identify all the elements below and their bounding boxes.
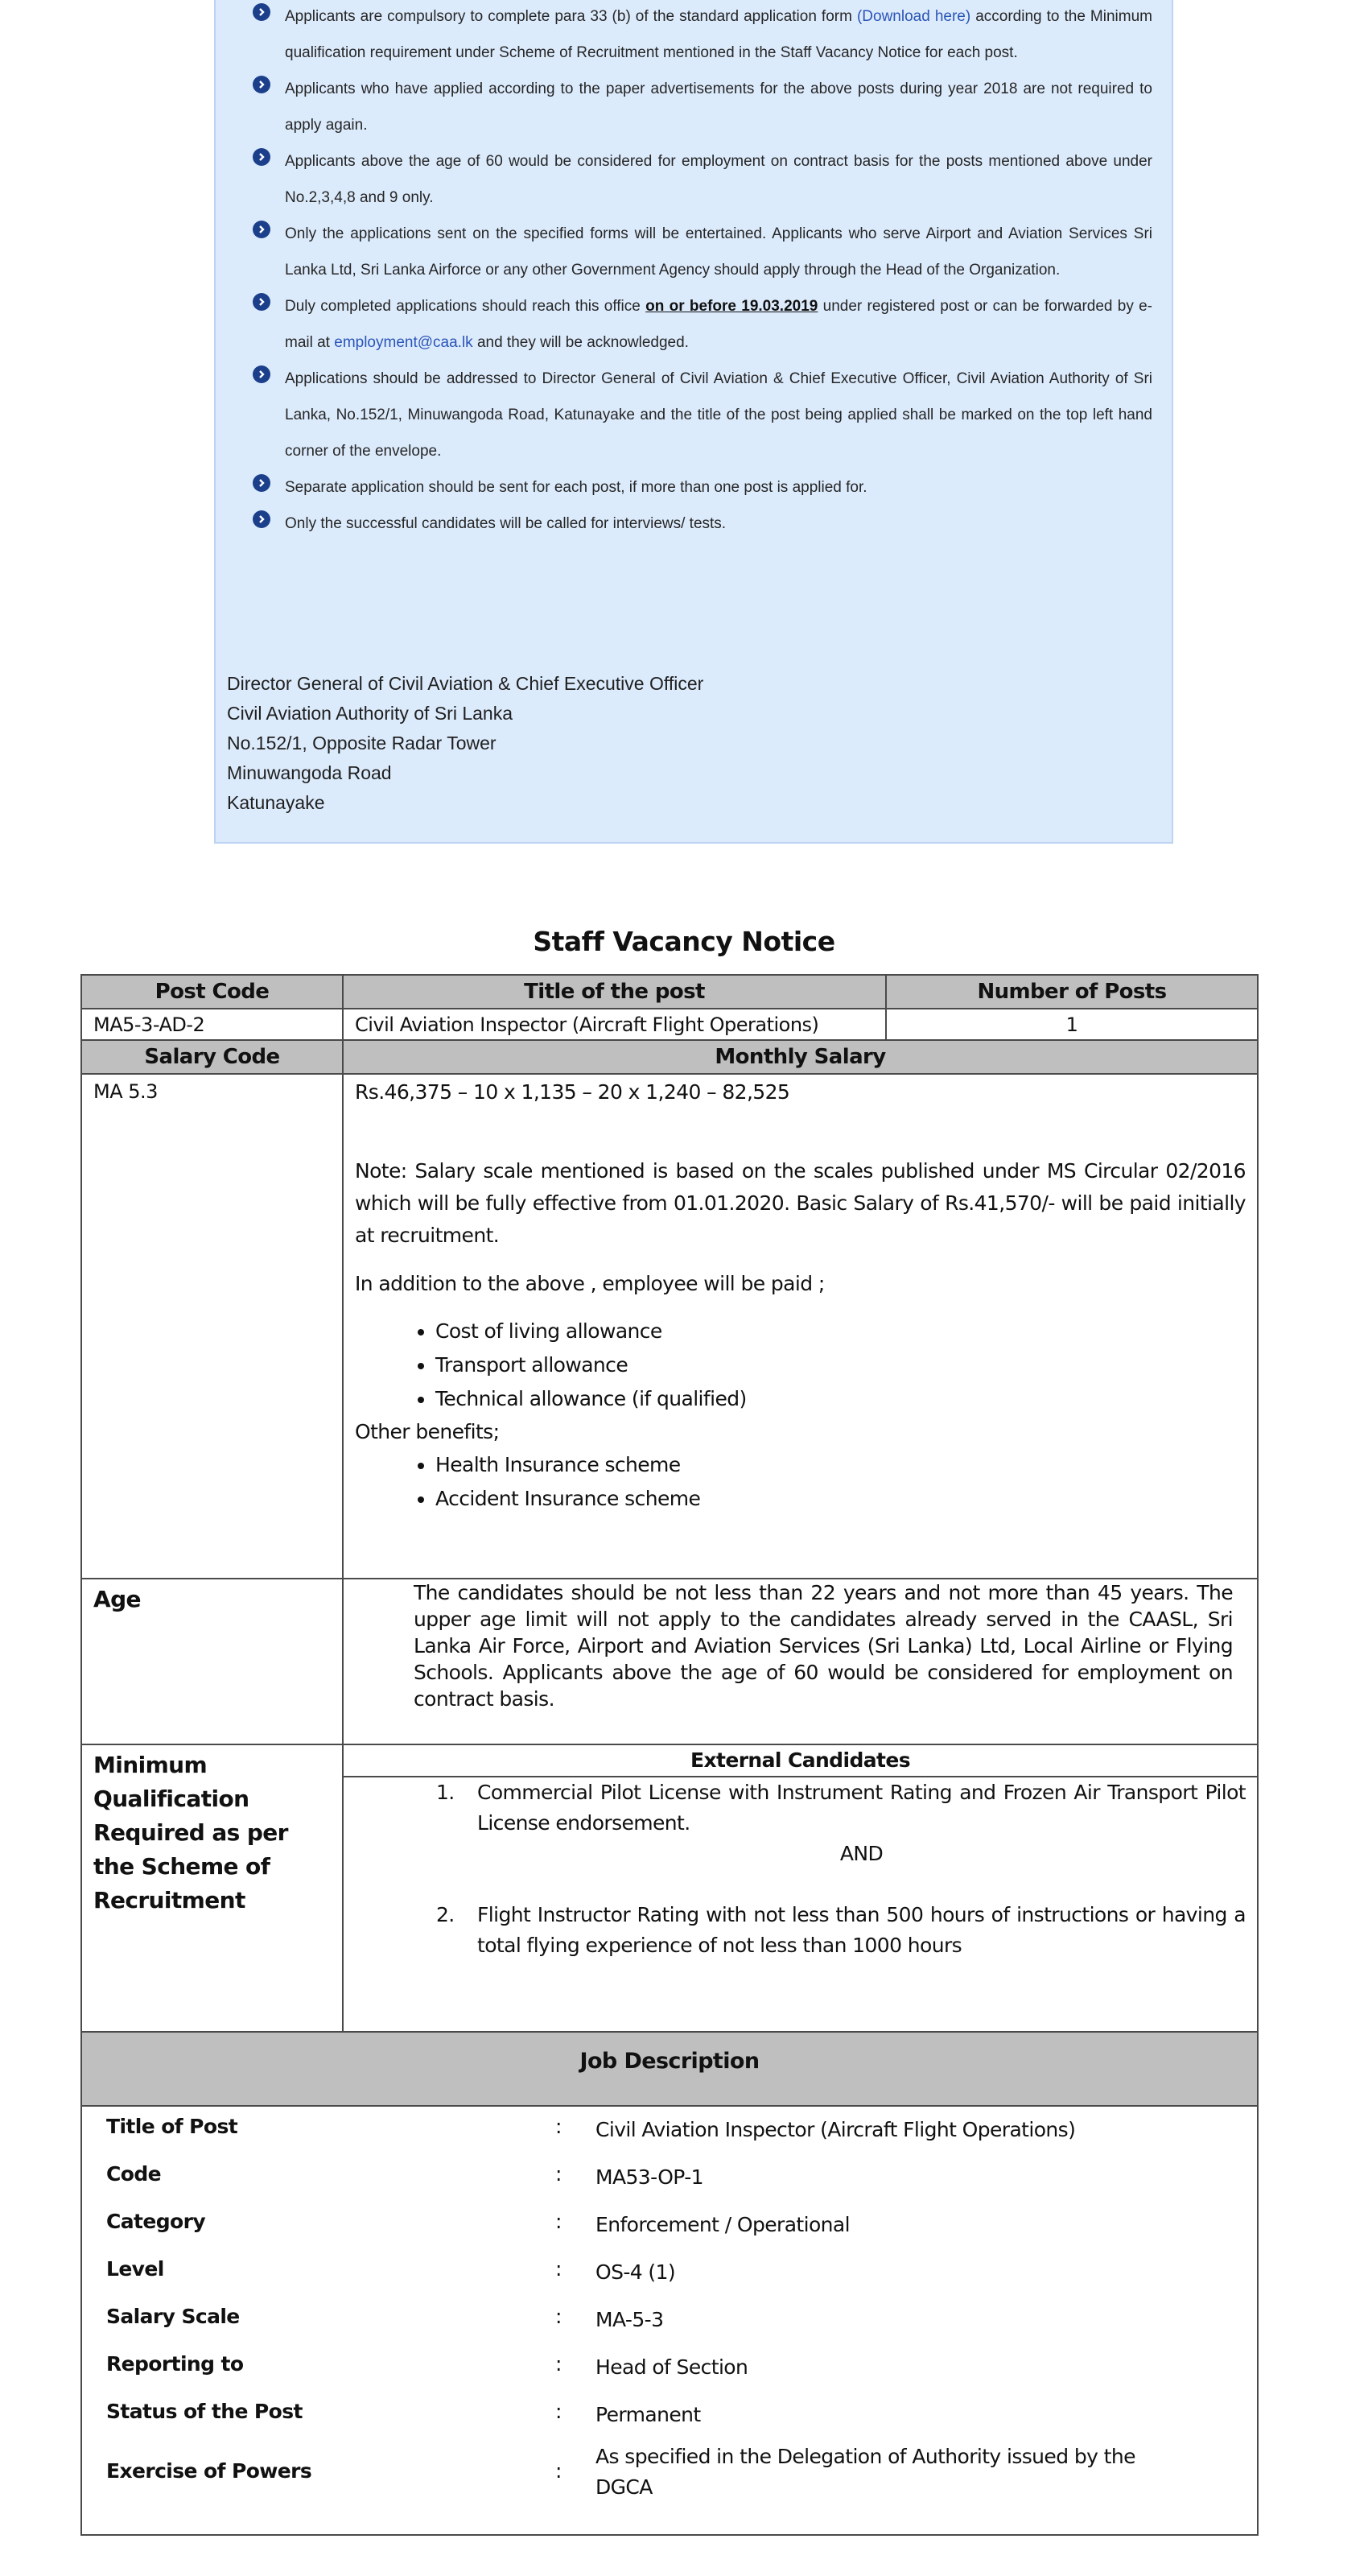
salary-code-value: MA 5.3: [82, 1075, 344, 1578]
qualification-list: [344, 1777, 1246, 1961]
job-detail-colon: :: [555, 2115, 562, 2138]
external-candidates-header: External Candidates: [344, 1745, 1257, 1777]
chevron-circle-right-icon: [253, 76, 270, 93]
instruction-item: [253, 361, 1152, 469]
instruction-text: Applications should be addressed to Director General of Civil Aviation & Chief Executive Officer, Civil Aviation Authority of Sri Lanka, No.152/1, Minuwangoda Road, Katunayake and the title of the post being applied shall be marked on the top left hand corner of the envelope.: [285, 370, 1152, 460]
allowance-item: • Transport allowance: [435, 1348, 1246, 1382]
job-detail-colon: :: [555, 2210, 562, 2233]
instruction-item: [253, 0, 1152, 71]
instruction-text: and they will be acknowledged.: [472, 334, 689, 351]
table-row: [80, 1579, 1259, 1745]
header-post-code: Post Code: [82, 976, 344, 1008]
chevron-circle-right-icon: [253, 365, 270, 383]
job-detail-value: As specified in the Delegation of Authority issued by the DGCA: [595, 2445, 1135, 2499]
job-detail-value: Enforcement / Operational: [595, 2213, 850, 2236]
download-form-link[interactable]: (Download here): [856, 8, 971, 25]
instruction-item: [253, 469, 1152, 506]
chevron-circle-right-icon: [253, 3, 270, 21]
job-detail-colon: :: [555, 2257, 562, 2281]
benefit-item: • Health Insurance scheme: [435, 1448, 1246, 1482]
job-detail-label: Code: [106, 2162, 161, 2186]
instruction-text: Only the successful candidates will be called for interviews/ tests.: [285, 515, 727, 532]
table-header-row: [80, 974, 1259, 1009]
instruction-item: [253, 143, 1152, 216]
job-detail-colon: :: [555, 2162, 562, 2186]
post-title-value: Civil Aviation Inspector (Aircraft Flight Operations): [344, 1009, 887, 1039]
qualification-text: Flight Instructor Rating with not less than 500 hours of instructions or having a total flying experience of not less than 1000 hours: [477, 1903, 1246, 1957]
other-benefits-label: Other benefits;: [355, 1420, 500, 1443]
job-detail-value: Permanent: [595, 2403, 701, 2426]
instruction-text: Separate application should be sent for each post, if more than one post is applied for.: [285, 479, 867, 496]
qualification-connector: AND: [839, 1842, 884, 1865]
address-line: Civil Aviation Authority of Sri Lanka: [227, 703, 513, 724]
job-detail-label: Reporting to: [106, 2352, 244, 2376]
qualification-number: 2.: [436, 1903, 455, 1926]
table-row: [80, 1745, 1259, 2033]
instruction-item: [253, 288, 1152, 361]
job-detail-label: Exercise of Powers: [106, 2459, 312, 2483]
job-detail-label: Category: [106, 2210, 206, 2233]
page-title: Staff Vacancy Notice: [533, 926, 835, 957]
job-detail-label: Salary Scale: [106, 2305, 240, 2328]
age-requirement-text: The candidates should be not less than 22 years and not more than 45 years. The upper age limit will not apply to the candidates already served in the CAASL, Sri Lanka Air Force, Airport and Aviation Services (Sri Lanka) Ltd, Local Airline or Flying Schools. Applicants above the age of 60 would be considered for employment on contract basis.: [414, 1581, 1233, 1711]
instruction-item: [253, 71, 1152, 143]
job-detail-colon: :: [555, 2459, 562, 2483]
benefit-item: • Accident Insurance scheme: [435, 1482, 1246, 1516]
table-row: [80, 1075, 1259, 1579]
chevron-circle-right-icon: [253, 293, 270, 311]
monthly-salary-details: [344, 1075, 1257, 1578]
header-title-of-post: Title of the post: [344, 976, 887, 1008]
job-detail-label: Level: [106, 2257, 164, 2281]
job-detail-value: Civil Aviation Inspector (Aircraft Flight Operations): [595, 2118, 1076, 2141]
job-detail-label: Status of the Post: [106, 2400, 303, 2423]
instruction-text: under registered post or can be forwarded by e-mail at: [285, 298, 1152, 351]
chevron-circle-right-icon: [253, 221, 270, 238]
age-label: Age: [82, 1579, 344, 1744]
age-cell: [344, 1579, 1257, 1744]
qualification-number: 1.: [436, 1781, 455, 1804]
address-line: Minuwangoda Road: [227, 762, 392, 783]
job-detail-colon: :: [555, 2400, 562, 2423]
job-detail-value: Head of Section: [595, 2355, 748, 2379]
job-detail-colon: :: [555, 2352, 562, 2376]
instruction-text: according to the Minimum qualification requirement under Scheme of Recruitment mentioned in the Staff Vacancy Notice for each post.: [285, 8, 1152, 61]
address-line: No.152/1, Opposite Radar Tower: [227, 733, 497, 753]
qualification-label: Minimum Qualification Required as per the Scheme of Recruitment: [82, 1745, 344, 2031]
address-block: [227, 669, 703, 818]
instruction-text: Applicants who have applied according to the paper advertisements for the above posts during year 2018 are not required to apply again.: [285, 80, 1152, 134]
qualification-text: Commercial Pilot License with Instrument Rating and Frozen Air Transport Pilot License endorsement.: [477, 1781, 1246, 1835]
chevron-circle-right-icon: [253, 148, 270, 166]
salary-scale: Rs.46,375 – 10 x 1,135 – 20 x 1,240 – 82,525: [355, 1080, 790, 1104]
deadline-date: on or before 19.03.2019: [645, 298, 818, 315]
job-detail-label: Title of Post: [106, 2115, 238, 2138]
allowance-item: • Technical allowance (if qualified): [435, 1382, 1246, 1416]
instruction-text: Only the applications sent on the specified forms will be entertained. Applicants who serve Airport and Aviation Services Sri Lanka Ltd, Sri Lanka Airforce or any other Government Agency should apply through the Head of the Organization.: [285, 225, 1152, 279]
job-detail-colon: :: [555, 2305, 562, 2328]
allowances-list: [355, 1315, 1246, 1416]
instruction-text: Applicants above the age of 60 would be considered for employment on contract basis for the posts mentioned above under No.2,3,4,8 and 9 only.: [285, 153, 1152, 206]
chevron-circle-right-icon: [253, 510, 270, 528]
job-detail-value: MA53-OP-1: [595, 2165, 703, 2189]
header-salary-code: Salary Code: [82, 1041, 344, 1073]
job-detail-value: MA-5-3: [595, 2308, 664, 2331]
address-line: Katunayake: [227, 792, 325, 813]
qualification-item: [344, 1777, 1246, 1839]
application-instructions-panel: [214, 0, 1173, 844]
chevron-circle-right-icon: [253, 474, 270, 492]
table-header-row: [80, 1041, 1259, 1075]
instruction-item: [253, 506, 1152, 542]
employment-email-link[interactable]: employment@caa.lk: [334, 334, 473, 351]
address-line: Director General of Civil Aviation & Chief Executive Officer: [227, 673, 704, 694]
header-number-of-posts: Number of Posts: [977, 980, 1167, 1004]
additional-payments-intro: In addition to the above , employee will be paid ;: [355, 1272, 825, 1295]
benefits-list: [355, 1448, 1246, 1516]
salary-note: Note: Salary scale mentioned is based on the scales published under MS Circular 02/2016 which will be fully effective from 01.01.2020. Basic Salary of Rs.41,570/- will be paid initially at recruitment.: [355, 1159, 1246, 1247]
instruction-list: [253, 0, 1152, 542]
post-code-value: MA5-3-AD-2: [82, 1009, 344, 1039]
instruction-item: [253, 216, 1152, 288]
instruction-text: Applicants are compulsory to complete para 33 (b) of the standard application form: [285, 8, 857, 25]
table-row: [80, 1009, 1259, 1041]
header-monthly-salary: Monthly Salary: [715, 1045, 886, 1069]
job-description-body: [80, 2107, 1259, 2536]
qualification-cell: [344, 1745, 1257, 2031]
job-description-header: Job Description: [80, 2033, 1259, 2107]
allowance-item: • Cost of living allowance: [435, 1315, 1246, 1348]
post-count-value: 1: [1065, 1013, 1078, 1036]
qualification-item: [344, 1900, 1246, 1961]
job-detail-value: OS-4 (1): [595, 2260, 676, 2284]
instruction-text: Duly completed applications should reach this office: [285, 298, 646, 315]
